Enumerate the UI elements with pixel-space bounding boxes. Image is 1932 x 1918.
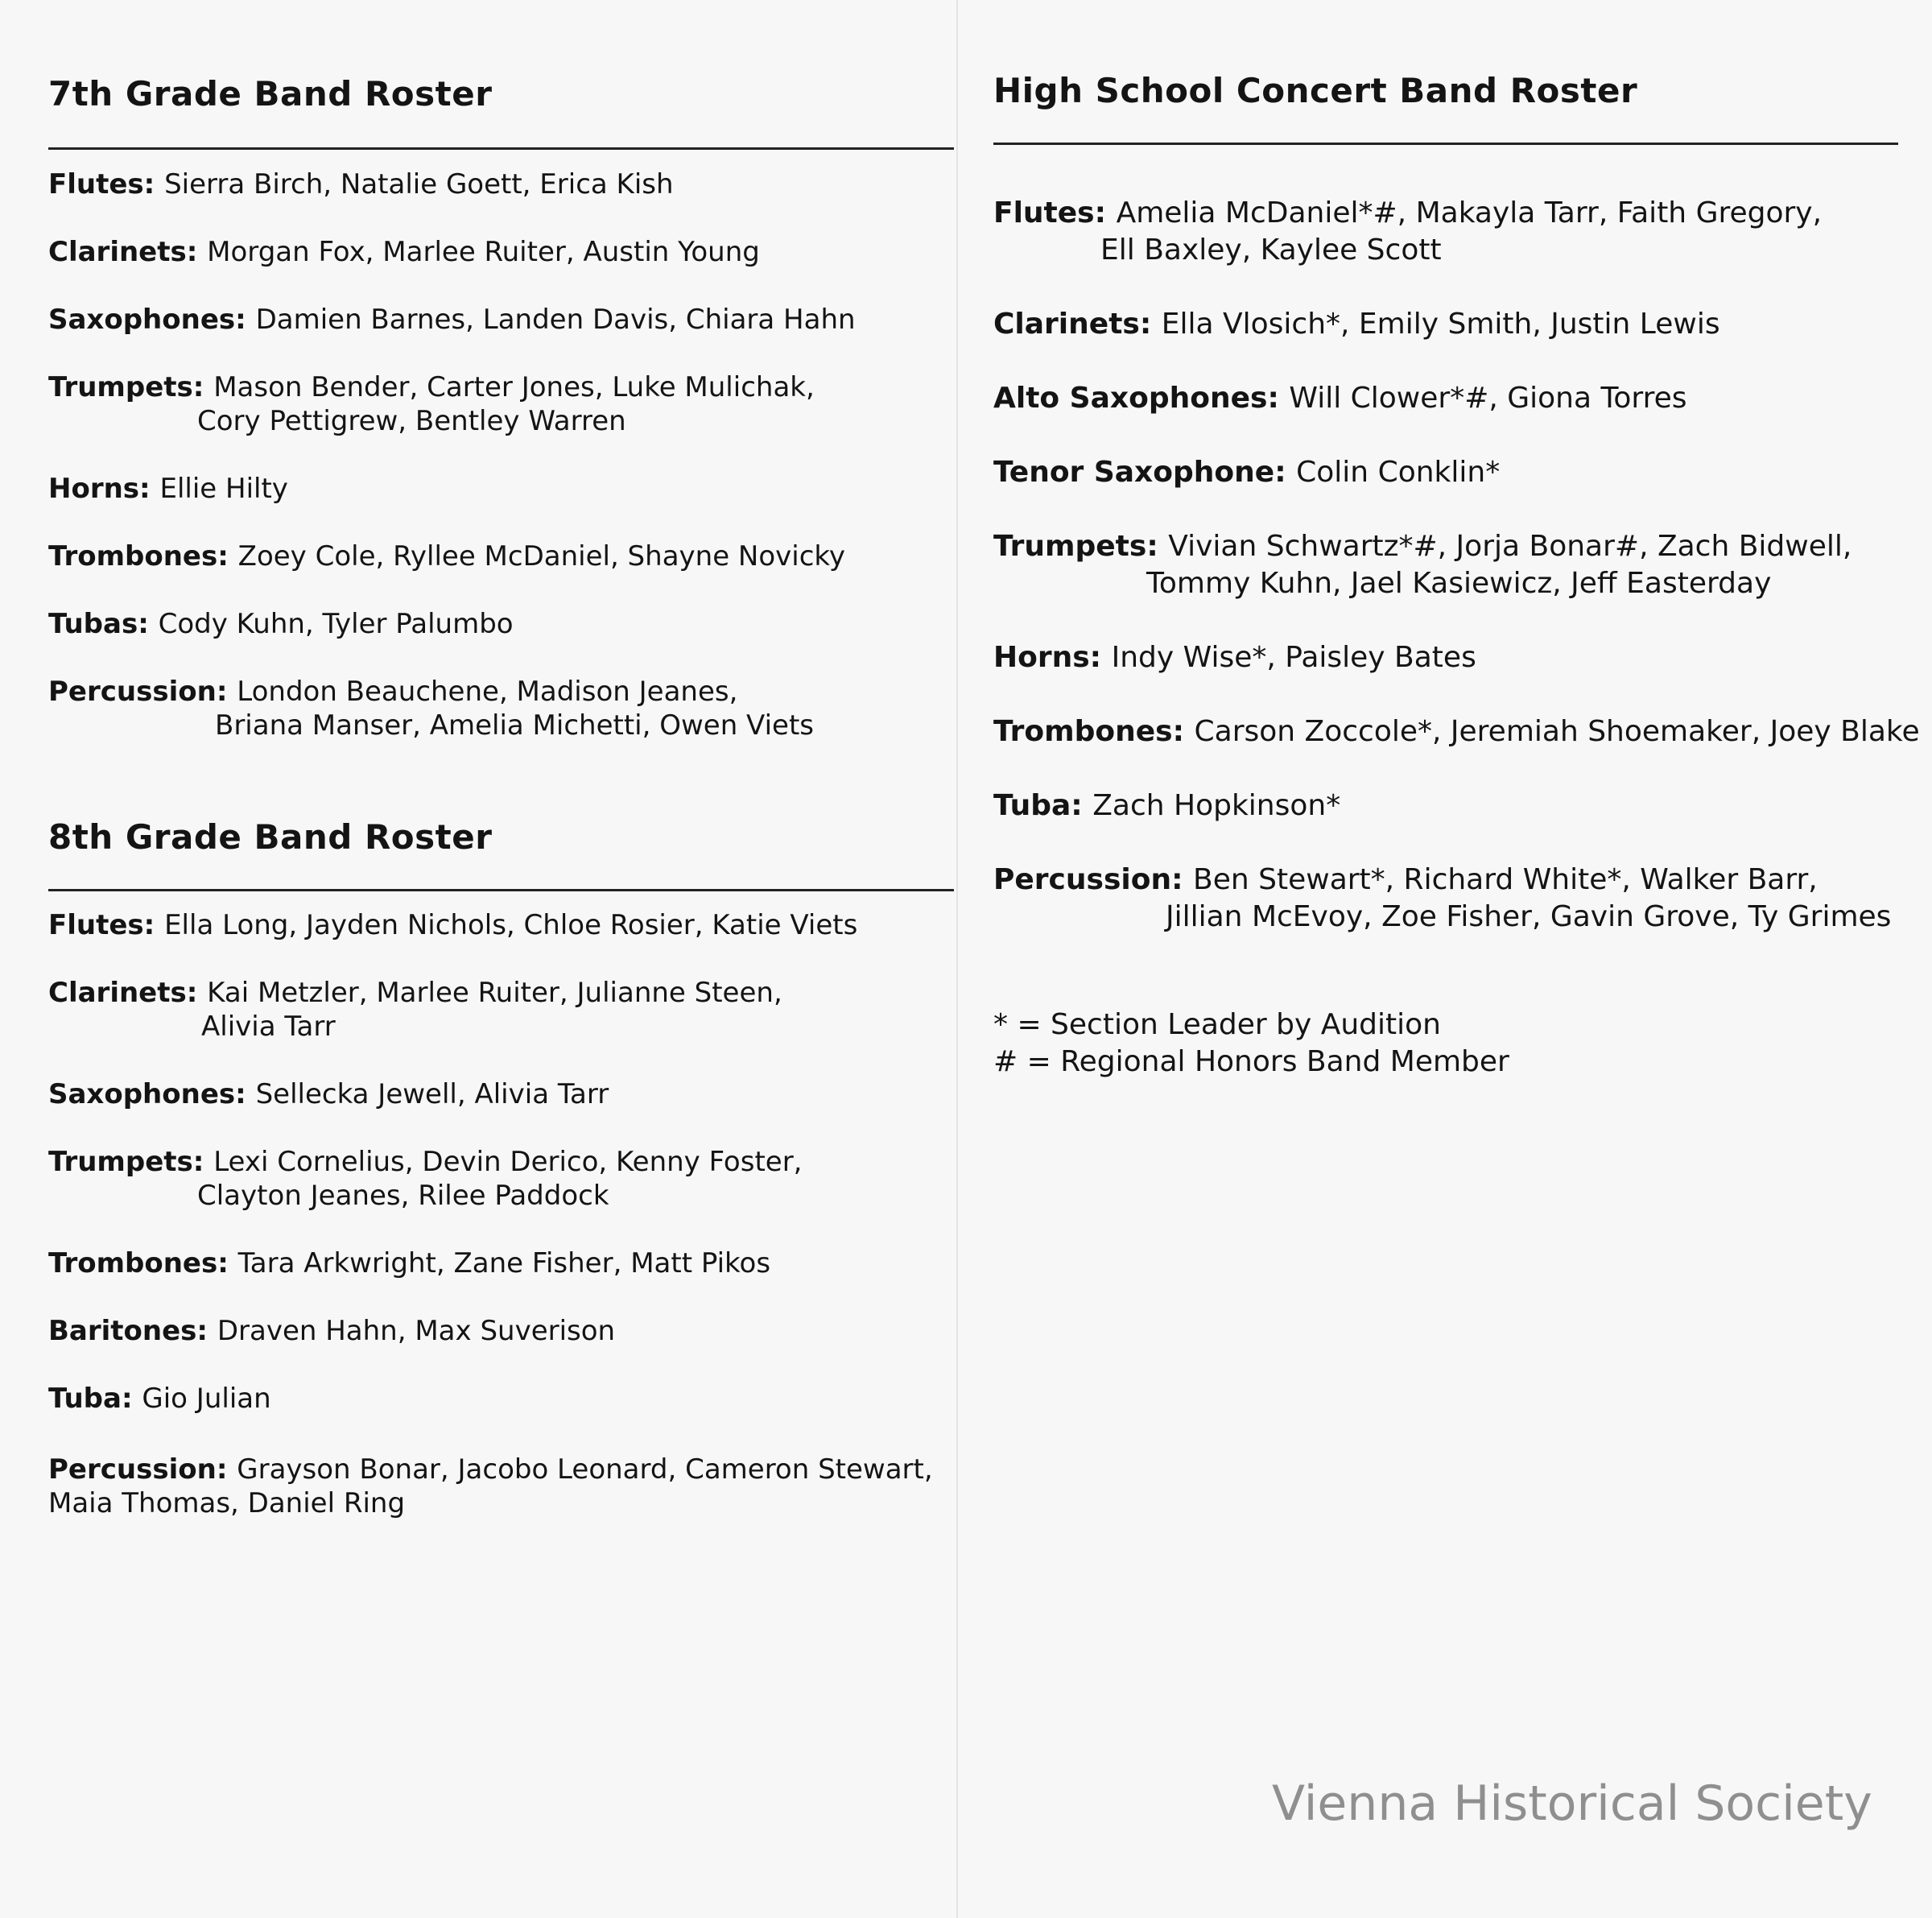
hs-flutes: Flutes: Amelia McDaniel*#, Makayla Tarr, Faith Gregory, Ell Baxley, Kaylee Scott [993, 196, 1823, 267]
seventh-horns: Horns: Ellie Hilty [48, 473, 288, 505]
seventh-saxophones: Saxophones: Damien Barnes, Landen Davis, Chiara Hahn [48, 304, 856, 336]
seventh-flutes: Flutes: Sierra Birch, Natalie Goett, Erica Kish [48, 168, 674, 200]
eighth-grade-heading: 8th Grade Band Roster [48, 817, 493, 857]
eighth-flutes: Flutes: Ella Long, Jayden Nichols, Chloe Rosier, Katie Viets [48, 909, 858, 941]
seventh-grade-heading: 7th Grade Band Roster [48, 74, 493, 114]
eighth-baritones: Baritones: Draven Hahn, Max Suverison [48, 1315, 616, 1347]
seventh-percussion: Percussion: London Beauchene, Madison Jeanes, Briana Manser, Amelia Michetti, Owen Viets [48, 676, 814, 742]
hs-alto-saxophones: Alto Saxophones: Will Clower*#, Giona Torres [993, 382, 1687, 415]
seventh-tubas: Tubas: Cody Kuhn, Tyler Palumbo [48, 608, 514, 640]
eighth-grade-rule [48, 889, 954, 891]
eighth-trombones: Trombones: Tara Arkwright, Zane Fisher, Matt Pikos [48, 1247, 771, 1279]
seventh-clarinets: Clarinets: Morgan Fox, Marlee Ruiter, Austin Young [48, 236, 760, 268]
seventh-trombones: Trombones: Zoey Cole, Ryllee McDaniel, Shayne Novicky [48, 540, 846, 573]
eighth-clarinets: Clarinets: Kai Metzler, Marlee Ruiter, Julianne Steen, Alivia Tarr [48, 977, 782, 1043]
eighth-saxophones: Saxophones: Sellecka Jewell, Alivia Tarr [48, 1078, 609, 1110]
seventh-trumpets: Trumpets: Mason Bender, Carter Jones, Luke Mulichak, Cory Pettigrew, Bentley Warren [48, 371, 815, 437]
eighth-tuba: Tuba: Gio Julian [48, 1383, 271, 1415]
legend-regional-honors: # = Regional Honors Band Member [993, 1045, 1509, 1078]
hs-tuba: Tuba: Zach Hopkinson* [993, 789, 1341, 822]
eighth-trumpets: Trumpets: Lexi Cornelius, Devin Derico, Kenny Foster, Clayton Jeanes, Rilee Paddock [48, 1146, 803, 1212]
high-school-rule [993, 143, 1898, 145]
seventh-grade-rule [48, 147, 954, 150]
watermark: Vienna Historical Society [1272, 1775, 1872, 1832]
hs-percussion: Percussion: Ben Stewart*, Richard White*, Walker Barr, Jillian McEvoy, Zoe Fisher, Gavin Grove, Ty Grimes [993, 863, 1892, 933]
hs-tenor-saxophone: Tenor Saxophone: Colin Conklin* [993, 456, 1501, 489]
legend-section-leader: * = Section Leader by Audition [993, 1008, 1441, 1041]
hs-clarinets: Clarinets: Ella Vlosich*, Emily Smith, Justin Lewis [993, 308, 1720, 341]
hs-trombones: Trombones: Carson Zoccole*, Jeremiah Shoemaker, Joey Blake [993, 715, 1920, 748]
hs-horns: Horns: Indy Wise*, Paisley Bates [993, 641, 1476, 674]
page-fold [956, 0, 958, 1918]
eighth-percussion: Percussion: Grayson Bonar, Jacobo Leonard, Cameron Stewart, Maia Thomas, Daniel Ring [48, 1453, 933, 1519]
hs-trumpets: Trumpets: Vivian Schwartz*#, Jorja Bonar#, Zach Bidwell, Tommy Kuhn, Jael Kasiewicz, Jeff Easterday [993, 530, 1852, 600]
high-school-heading: High School Concert Band Roster [993, 71, 1638, 110]
